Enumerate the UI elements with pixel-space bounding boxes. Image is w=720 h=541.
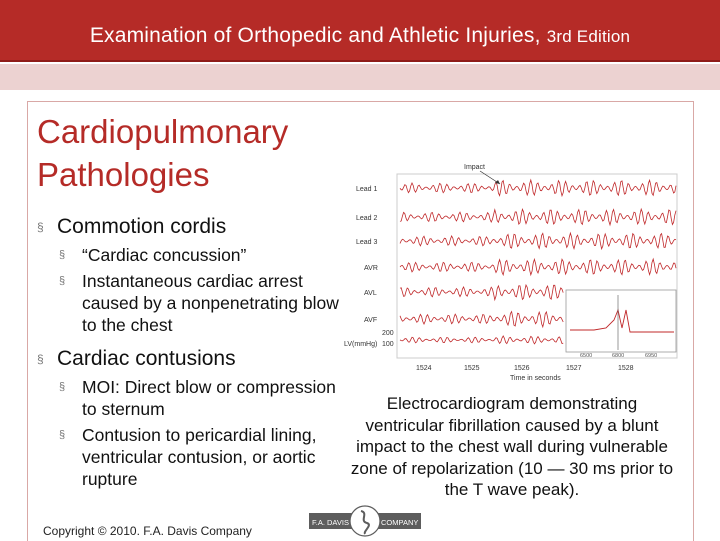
logo-text-left: F.A. DAVIS xyxy=(312,518,349,527)
time-axis-label: Time in seconds xyxy=(510,375,561,382)
sub-bullet-contusion xyxy=(37,424,347,490)
slide-title xyxy=(37,110,357,196)
sub-bullet-moi xyxy=(37,376,347,420)
bullet-marker: § xyxy=(37,220,44,234)
slide-title-line1: Cardiopulmonary xyxy=(37,113,289,150)
ecg-figure xyxy=(344,160,680,384)
ecg-inset xyxy=(566,290,676,352)
inset-tick-3: 6950 xyxy=(645,353,658,359)
impact-label: Impact xyxy=(464,164,486,171)
lv-tick-200: 200 xyxy=(382,330,394,337)
logo-text-right: COMPANY xyxy=(381,518,419,527)
fa-davis-logo xyxy=(309,503,421,540)
lead-label-avf: AVF xyxy=(364,317,378,324)
lead-label-avr: AVR xyxy=(364,265,378,272)
time-tick-1528: 1528 xyxy=(618,365,634,372)
bullet-marker: § xyxy=(59,381,66,393)
bullet-text: Contusion to pericardial lining, ventricular contusion, or aortic rupture xyxy=(82,425,317,489)
lead-label-avl: AVL xyxy=(364,290,377,297)
header-title xyxy=(0,24,720,48)
bullet-marker: § xyxy=(59,429,66,441)
copyright-text: Copyright © 2010. F.A. Davis Company xyxy=(43,524,252,538)
time-tick-1526: 1526 xyxy=(514,365,530,372)
lead-label-1: Lead 1 xyxy=(356,186,378,193)
header-title-main: Examination of Orthopedic and Athletic Injuries, xyxy=(89,24,547,47)
header-title-edition: 3rd Edition xyxy=(546,27,631,46)
header-strip xyxy=(0,64,720,90)
slide-title-line2: Pathologies xyxy=(37,156,210,193)
inset-tick-2: 6800 xyxy=(612,353,625,359)
bullet-commotion-cordis xyxy=(37,214,347,240)
inset-tick-1: 6500 xyxy=(580,353,593,359)
bullet-text: “Cardiac concussion” xyxy=(82,245,247,265)
bullet-list xyxy=(37,214,347,494)
bullet-marker: § xyxy=(59,249,66,261)
bullet-marker: § xyxy=(59,275,66,287)
slide-header xyxy=(0,0,720,64)
bullet-text: MOI: Direct blow or compression to sternum xyxy=(82,377,336,419)
sub-bullet-cardiac-concussion xyxy=(37,244,347,266)
bullet-marker: § xyxy=(37,352,44,366)
time-tick-1527: 1527 xyxy=(566,365,582,372)
sub-bullet-cardiac-arrest xyxy=(37,270,347,336)
lead-label-2: Lead 2 xyxy=(356,215,378,222)
lv-label: LV(mmHg) xyxy=(344,341,378,348)
time-tick-1524: 1524 xyxy=(416,365,432,372)
figure-caption: Electrocardiogram demonstrating ventricular fibrillation caused by a blunt impact to the chest wall during vulnerable zone of repolarization (10 — 30 ms prior to the T wave peak). xyxy=(350,394,674,499)
bullet-text: Instantaneous cardiac arrest caused by a nonpenetrating blow to the chest xyxy=(82,271,339,335)
lv-tick-100: 100 xyxy=(382,341,394,348)
lead-label-3: Lead 3 xyxy=(356,239,378,246)
time-tick-1525: 1525 xyxy=(464,365,480,372)
bullet-text: Cardiac contusions xyxy=(57,347,236,370)
bullet-text: Commotion cordis xyxy=(57,215,227,238)
bullet-cardiac-contusions xyxy=(37,346,347,372)
